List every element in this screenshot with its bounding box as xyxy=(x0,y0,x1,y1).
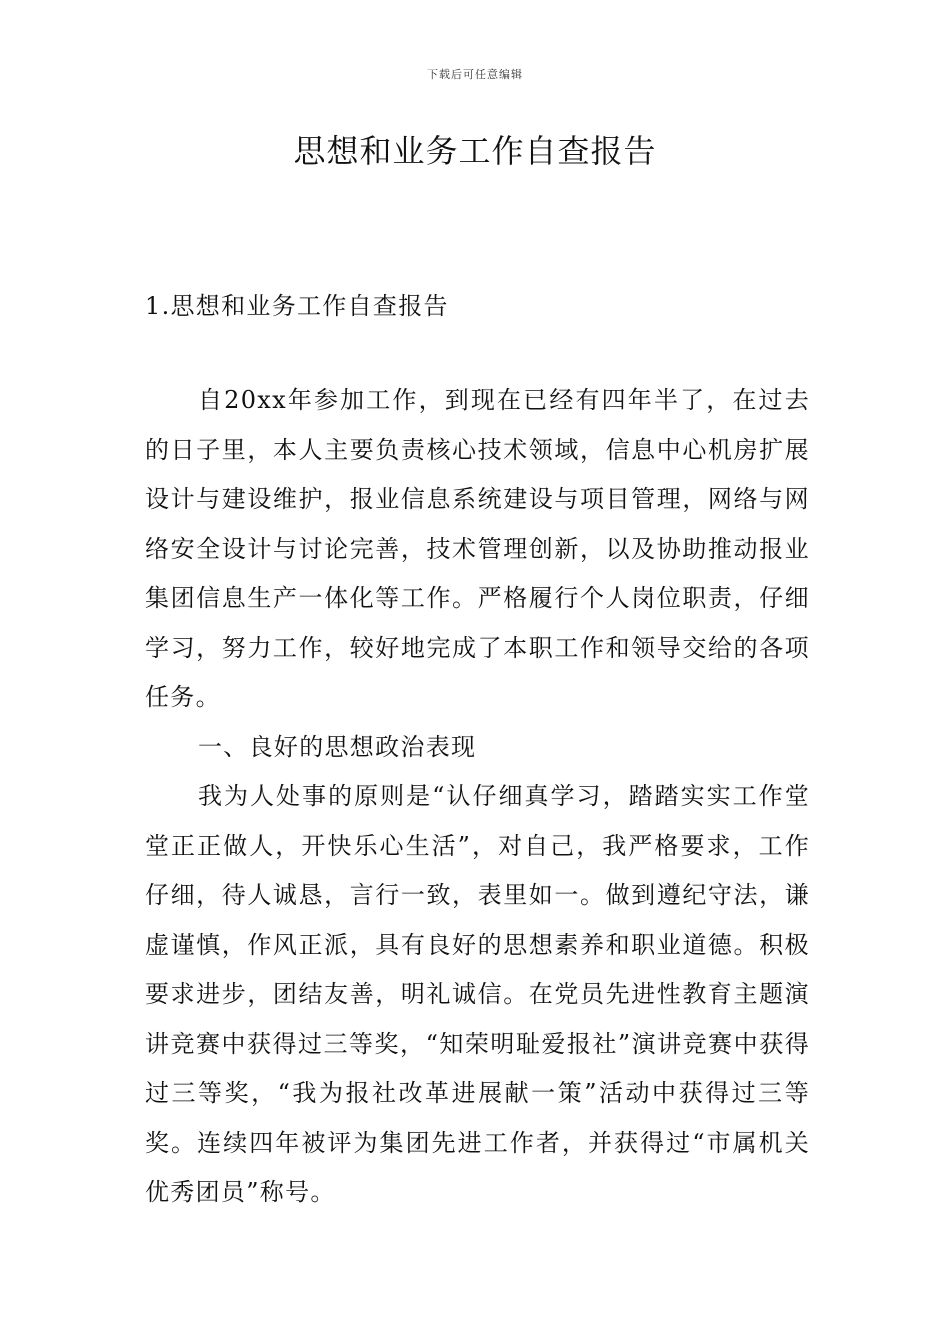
paragraph-subheading-political: 一、良好的思想政治表现 xyxy=(198,732,477,761)
paragraph-political-performance: 我为人处事的原则是“认仔细真学习，踏踏实实工作堂堂正正做人，开快乐心生活”，对自己，我严格要求，工作仔细，待人诚恳，言行一致，表里如一。做到遵纪守法，谦虚谨慎，作风正派，具有良好的思想素养和职业道德。积极要求进步，团结友善，明礼诚信。在党员先进性教育主题演讲竞赛中获得过三等奖，“知荣明耻爱报社”演讲竞赛中获得过三等奖，“我为报社改革进展献一策”活动中获得过三等奖。连续四年被评为集团先进工作者，并获得过“市属机关优秀团员”称号。 xyxy=(145,782,810,1206)
body-paragraphs xyxy=(145,376,810,1218)
page-header-note: 下载后可任意编辑 xyxy=(427,68,523,81)
paragraph-intro: 自20xx年参加工作，到现在已经有四年半了，在过去的日子里，本人主要负责核心技术领域，信息中心机房扩展设计与建设维护，报业信息系统建设与项目管理，网络与网络安全设计与讨论完善，技术管理创新，以及协助推动报业集团信息生产一体化等工作。严格履行个人岗位职责，仔细学习，努力工作，较好地完成了本职工作和领导交给的各项任务。 xyxy=(145,386,810,711)
document-title: 思想和业务工作自查报告 xyxy=(293,132,657,170)
section-heading: 1.思想和业务工作自查报告 xyxy=(145,292,449,320)
